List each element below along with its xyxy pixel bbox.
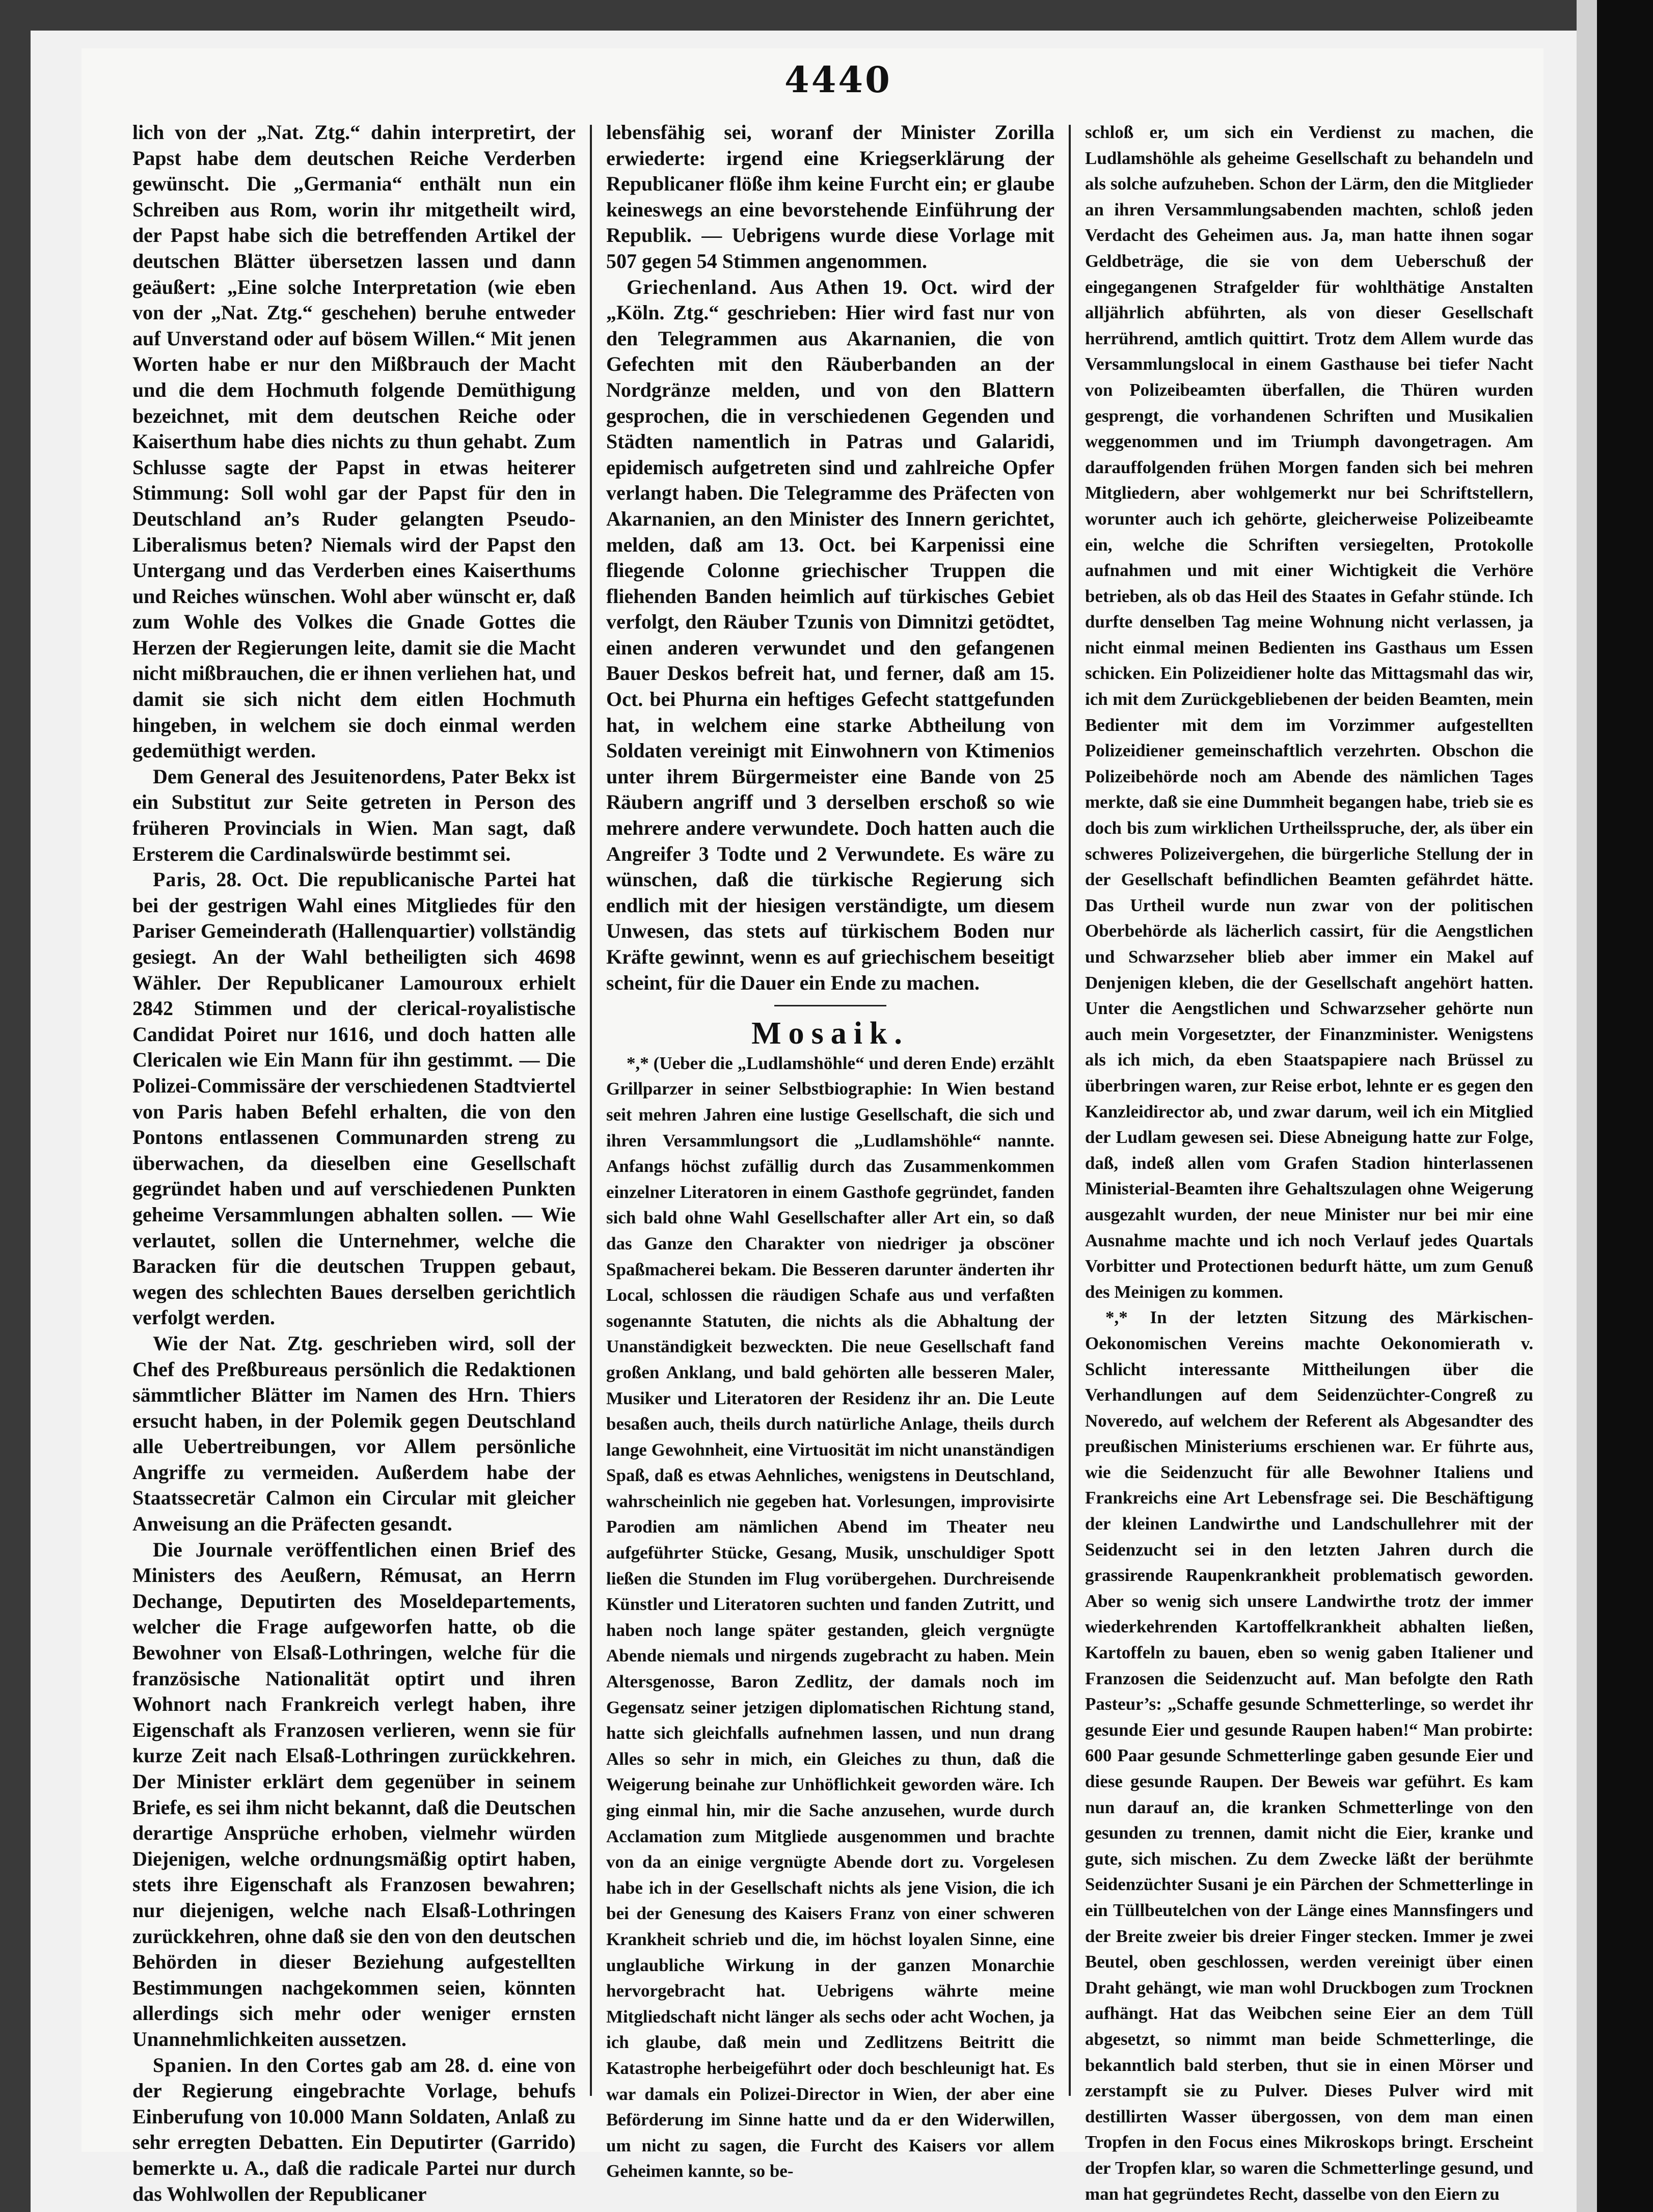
article-paragraph: Dem General des Jesuitenordens, Pater Bekx ist ein Substitut zur Seite getreten in Person des früheren Provincials in Wien. Man sagt, daß Ersterem die Cardinalswürde bestimmt sei. xyxy=(132,764,576,865)
column-right xyxy=(1085,120,1533,2204)
article-paragraph xyxy=(606,275,1054,996)
scan-border-left xyxy=(0,0,31,2212)
article-paragraph: *,* In der letzten Sitzung des Märkischen-Oekonomischen Vereins machte Oekonomierath v. Schlicht interessante Mittheilungen über die Verhandlungen auf dem Seidenzüchter-Congreß zu Noveredo, auf welchem der Referent als Abgesandter des preußischen Ministeriums erschienen war. Er führte aus, wie die Seidenzucht für alle Bewohner Italiens und Frankreichs eine Art Lebensfrage sei. Die Beschäftigung der kleinen Landwirthe und Landschullehrer mit der Seidenzucht sei in den letzten Jahren durch die grassirende Raupenkrankheit problematisch geworden. Aber so wenig sich unsere Landwirthe trotz der immer wiederkehrenden Kartoffelkrankheit abhalten ließen, Kartoffeln zu bauen, eben so wenig gaben Italiener und Franzosen die Seidenzucht auf. Man befolgte den Rath Pasteur’s: „Schaffe gesunde Schmetterlinge, so werdet ihr gesunde Eier und gesunde Raupen haben!“ Man probirte: 600 Paar gesunde Schmetterlinge gaben gesunde Eier und diese gesunde Raupen. Der Beweis war geführt. Es kam nun darauf an, die kranken Schmetterlinge von den gesunden zu trennen, damit nicht die Eier, kranke und gute, sich mischen. Zu dem Zwecke läßt der berühmte Seidenzüchter Susani je ein Pärchen der Schmetterlinge in ein Tüllbeutelchen von der Länge eines Mannsfingers und der Breite zweier bis dreier Finger stecken. Immer je zwei Beutel, oben geschlossen, werden vereinigt über einen Draht gehängt, wie man wohl Druckbogen zum Trocknen aufhängt. Hat das Weibchen seine Eier an dem Tüll abgesetzt, so nimmt man beide Schmetterlinge, die bekanntlich bald sterben, thut sie in einen Mörser und zerstampft sie zu Pulver. Dieses Pulver wird mit destillirten Wasser übergossen, von dem man einen Tropfen in den Focus eines Mikroskops bringt. Erscheint der Tropfen klar, so waren die Schmetterlinge gesund, und man hat gegründetes Recht, dasselbe von den Eiern zu xyxy=(1085,1307,1533,2204)
article-paragraph xyxy=(132,2053,576,2207)
article-paragraph: lebensfähig sei, woranf der Minister Zorilla erwiederte: irgend eine Kriegserklärung der Republicaner flöße ihm keine Furcht ein; er glaube keineswegs an eine bevorstehende Einführung der Republik. — Uebrigens wurde diese Vorlage mit 507 gegen 54 Stimmen angenommen. xyxy=(606,121,1054,272)
section-divider xyxy=(774,1005,886,1006)
column-left xyxy=(132,120,576,2205)
dateline-place: Spanien. xyxy=(153,2053,232,2077)
article-paragraph xyxy=(132,867,576,1331)
column-middle xyxy=(606,120,1055,2181)
section-heading: Mosaik. xyxy=(751,1016,909,1051)
dateline-place: Griechenland. xyxy=(627,275,757,298)
article-text: 28. Oct. Die republicanische Partei hat bei der gestrigen Wahl eines Mitgliedes für den Pariser Gemeinderath (Hallenquartier) vollständig gesiegt. An der Wahl betheiligten sich 4698 Wähler. Der Republicaner Lamouroux erhielt 2842 Stimmen und der clerical-royalistische Candidat Poiret nur 1616, und doch hatten alle Clericalen wie Ein Mann für ihn gestimmt. — Die Polizei-Commissäre der verschiedenen Stadtviertel von Paris haben Befehl erhalten, die von den Pontons entlassenen Communarden streng zu überwachen, da dieselben eine Gesellschaft gegründet haben und auf verschiedenen Punkten geheime Versammlungen abhalten sollen. — Wie verlautet, sollen die Unternehmer, welche die Baracken für die deutschen Truppen gebaut, wegen des schlechten Baues derselben gerichtlich verfolgt werden. xyxy=(132,868,576,1329)
article-paragraph: lich von der „Nat. Ztg.“ dahin interpretirt, der Papst habe dem deutschen Reiche Verderben gewünscht. Die „Germania“ enthält nun ein Schreiben aus Rom, worin ihr mitgetheilt wird, der Papst habe sich die betreffenden Artikel der deutschen Blätter übersetzen lassen und dann geäußert: „Eine solche Interpretation (wie eben von der „Nat. Ztg.“ geschehen) beruhe entweder auf Unverstand oder auf bösem Willen.“ Mit jenen Worten habe er nur den Mißbrauch der Macht und die dem Hochmuth folgende Demüthigung bezeichnet, mit dem deutschen Reiche oder Kaiserthum habe dies nichts zu thun gehabt. Zum Schlusse sagte der Papst in etwas heiterer Stimmung: Soll wohl gar der Papst für den in Deutschland an’s Ruder gelangten Pseudo-Liberalismus beten? Niemals wird der Papst den Untergang und das Verderben eines Kaiserthums und Reiches wünschen. Wohl aber wünscht er, daß zum Wohle des Volkes die Gnade Gottes die Herzen der Regierungen leite, damit sie die Macht nicht mißbrauchen, die er ihnen verliehen hat, und damit sie sich nicht dem eitlen Hochmuth hingeben, in welchem sie doch einmal werden gedemüthigt werden. xyxy=(132,121,576,762)
column-rule-right xyxy=(1069,125,1071,2096)
article-paragraph: schloß er, um sich ein Verdienst zu machen, die Ludlamshöhle als geheime Gesellschaft zu behandeln und als solche aufzuheben. Schon der Lärm, den die Mitglieder an ihren Versammlungsabenden machten, schloß jeden Verdacht des Geheimen aus. Ja, man hatte ihnen sogar Geldbeträge, die sie von dem Ueberschuß der eingegangenen Strafgelder für wohlthätige Anstalten alljährlich abführten, als von dieser Gesellschaft herrührend, amtlich quittirt. Trotz dem Allem wurde das Versammlungslocal in einem Gasthause bei tiefer Nacht von Polizeibeamten überfallen, die Thüren wurden gesprengt, die vorhandenen Schriften und Musikalien weggenommen und im Triumph davongetragen. Am darauffolgenden frühen Morgen fanden sich bei mehren Mitgliedern, aber wohlgemerkt nur bei Schriftstellern, worunter auch ich gehörte, gleicherweise Polizeibeamte ein, welche die Schriften versiegelten, Protokolle aufnahmen und mit einer Wichtigkeit die Verhöre betrieben, als ob das Heil des Staates in Gefahr stünde. Ich durfte denselben Tag meine Wohnung nicht verlassen, ja nicht einmal meinen Bedienten ins Gasthaus um Essen schicken. Ein Polizeidiener holte das Mittagsmahl das wir, ich mit dem Zurückgebliebenen der beiden Beamten, mein Bedienter mit dem im Vorzimmer aufgestellten Polizeidiener gemeinschaftlich verzehrten. Obschon die Polizeibehörde noch am Abende des nämlichen Tages merkte, daß sie eine Dummheit begangen habe, trieb sie es doch bis zum wirklichen Urtheilsspruche, der, als über ein schweres Polizeivergehen, die bürgerliche Stellung der in der Gesellschaft befindlichen Beamten gefährdet hätte. Das Urtheil wurde nun zwar von der politischen Oberbehörde als lächerlich cassirt, für die Aengstlichen und Schwarzseher blieb aber immer ein Makel auf Denjenigen kleben, die der Gesellschaft angehört hatten. Unter die Aengstlichen und Schwarzseher gehörte nun auch mein Vorgesetzter, der Finanzminister. Wenigstens als ich mich, da eben Staatspapiere nach Brüssel zu überbringen waren, zur Reise erbot, lehnte er es gegen den Kanzleidirector ab, und zwar darum, weil ich ein Mitglied der Ludlam gewesen sei. Diese Abneigung hatte zur Folge, daß, indeß allen vom Grafen Stadion hinterlassenen Ministerial-Beamten ihre Gehaltszulagen ohne Weigerung ausgezahlt wurden, der neue Minister nur bei mir eine Ausnahme machte und ich noch Verlauf jedes Quartals Vorbitter und Protectionen bedurft hätte, um zum Genuß des Meinigen zu kommen. xyxy=(1085,122,1533,1302)
scan-border-right-inner xyxy=(1577,0,1597,2212)
newspaper-page xyxy=(82,48,1543,2205)
article-paragraph: Die Journale veröffentlichen einen Brief des Ministers des Aeußern, Rémusat, an Herrn Dechange, Deputirten des Moseldepartements, welcher die Frage aufgeworfen hatte, ob die Bewohner von Elsaß-Lothringen, welche für die französische Nationalität optirt und ihren Wohnort nach Frankreich verlegt haben, ihre Eigenschaft als Franzosen verlieren, wenn sie für kurze Zeit nach Elsaß-Lothringen zurückkehren. Der Minister erklärt dem gegenüber in seinem Briefe, es sei ihm nicht bekannt, daß die Deutschen derartige Ansprüche erhoben, vielmehr würden Diejenigen, welche ordnungsmäßig optirt haben, stets ihre Eigenschaft als Franzosen bewahren; nur diejenigen, welche nach Elsaß-Lothringen zurückkehren, ohne daß sie den von den deutschen Behörden in dieser Beziehung aufgestellten Bestimmungen nachgekommen seien, könnten allerdings sich mehr oder weniger ernsten Unannehmlichkeiten aussetzen. xyxy=(132,1538,576,2051)
article-paragraph: Wie der Nat. Ztg. geschrieben wird, soll der Chef des Preßbureaus persönlich die Redaktionen sämmtlicher Blätter im Namen des Hrn. Thiers ersucht haben, in der Polemik gegen Deutschland alle Uebertreibungen, vor Allem persönliche Angriffe zu vermeiden. Außerdem habe der Staatssecretär Calmon ein Circular mit gleicher Anweisung an die Präfecten gesandt. xyxy=(132,1331,576,1536)
page-number: 4440 xyxy=(784,59,892,101)
dateline-place: Paris, xyxy=(153,868,206,891)
article-text: In den Cortes gab am 28. d. eine von der Regierung eingebrachte Vorlage, behufs Einberufung von 10.000 Mann Soldaten, Anlaß zu sehr erregten Debatten. Ein Deputirter (Garrido) bemerkte u. A., daß die radicale Partei nur durch das Wohlwollen der Republicaner xyxy=(132,2053,576,2205)
article-text: Aus Athen 19. Oct. wird der „Köln. Ztg.“ geschrieben: Hier wird fast nur von den Telegrammen aus Akarnanien, die von Gefechten mit den Räuberbanden an der Nordgränze melden, und von den Blattern gesprochen, die in verschiedenen Gegenden und Städten namentlich in Patras und Galaridi, epidemisch aufgetreten sind und zahlreiche Opfer verlangt haben. Die Telegramme des Präfecten von Akarnanien, an den Minister des Innern gerichtet, melden, daß am 13. Oct. bei Karpenissi eine fliegende Colonne griechischer Truppen die fliehenden Banden heimlich auf türkisches Gebiet verfolgt, den Räuber Tzunis von Dimnitzi getödtet, einen anderen verwundet und den gefangenen Bauer Deskos befreit hat, und ferner, daß am 15. Oct. bei Phurna ein heftiges Gefecht stattgefunden hat, in welchem eine starke Abtheilung von Soldaten vereinigt mit Einwohnern von Ktimenios unter ihrem Bürgermeister eine Bande von 25 Räubern angriff und 3 derselben erschoß so wie mehrere andere verwundete. Doch hatten auch die Angreifer 3 Todte und 2 Verwundete. Es wäre zu wünschen, daß die türkische Regierung sich endlich mit der hiesigen verständigte, um diesem Unwesen, das stets auf türkischem Boden nur Kräfte gewinnt, wenn es auf griechischem beseitigt scheint, für die Dauer ein Ende zu machen. xyxy=(606,275,1055,994)
article-paragraph: *,* (Ueber die „Ludlamshöhle“ und deren Ende) erzählt Grillparzer in seiner Selbstbiographie: In Wien bestand seit mehren Jahren eine lustige Gesellschaft, die sich und ihren Versammlungsort die „Ludlamshöhle“ nannte. Anfangs höchst zufällig durch das Zusammenkommen einzelner Literatoren in einem Gasthofe gegründet, fanden sich bald ohne Wahl Gesellschafter aller Art ein, so daß das Ganze den Charakter von niedriger ja obscöner Spaßmacherei bekam. Die Besseren darunter änderten ihr Local, schlossen die räudigen Schafe aus und verfaßten sogenannte Statuten, die nichts als die Abhaltung der Unanständigkeit bezweckten. Die neue Gesellschaft fand großen Anklang, und bald gehörten alle besseren Maler, Musiker und Literatoren der Residenz ihr an. Die Leute besaßen auch, theils durch natürliche Anlage, theils durch lange Gewohnheit, eine Virtuosität im nicht unanständigen Spaß, daß es etwas Aehnliches, wenigstens in Deutschland, wahrscheinlich nie gegeben hat. Vorlesungen, improvisirte Parodien am nämlichen Abend im Theater neu aufgeführter Stücke, Gesang, Musik, unschuldiger Spott ließen die Stunden im Flug vorübergehen. Durchreisende Künstler und Literatoren suchten und fanden Zutritt, und haben noch lange später gestanden, gleich vergnügte Abende niemals und nirgends zugebracht zu haben. Mein Altersgenosse, Baron Zedlitz, der damals noch im Gegensatz seiner jetzigen diplomatischen Richtung stand, hatte sich gleichfalls aufnehmen lassen, und nun drang Alles so sehr in mich, ein Gleiches zu thun, daß die Weigerung beinahe zur Unhöflichkeit geworden wäre. Ich ging einmal hin, mir die Sache anzusehen, wurde durch Acclamation zum Mitgliede ausgenommen und brachte von da an einige vergnügte Abende dort zu. Vorgelesen habe ich in der Gesellschaft nichts als jene Vision, die ich bei der Genesung des Kaisers Franz von einer schweren Krankheit schrieb und die, im höchst loyalen Sinne, eine unglaubliche Wirkung in der ganzen Monarchie hervorgebracht hat. Uebrigens währte meine Mitgliedschaft nicht länger als sechs oder acht Wochen, ja ich glaube, daß mein und Zedlitzens Beitritt die Katastrophe herbeigeführt oder doch beschleunigt hat. Es war damals ein Polizei-Director in Wien, der aber eine Beförderung im Sinne hatte und da er den Widerwillen, um nicht zu sagen, die Furcht des Kaisers vor allem Geheimen kannte, so be- xyxy=(606,1053,1054,2181)
scan-border-top xyxy=(0,0,1653,31)
column-rule-left xyxy=(590,125,592,2096)
scan-border-right xyxy=(1597,0,1653,2212)
